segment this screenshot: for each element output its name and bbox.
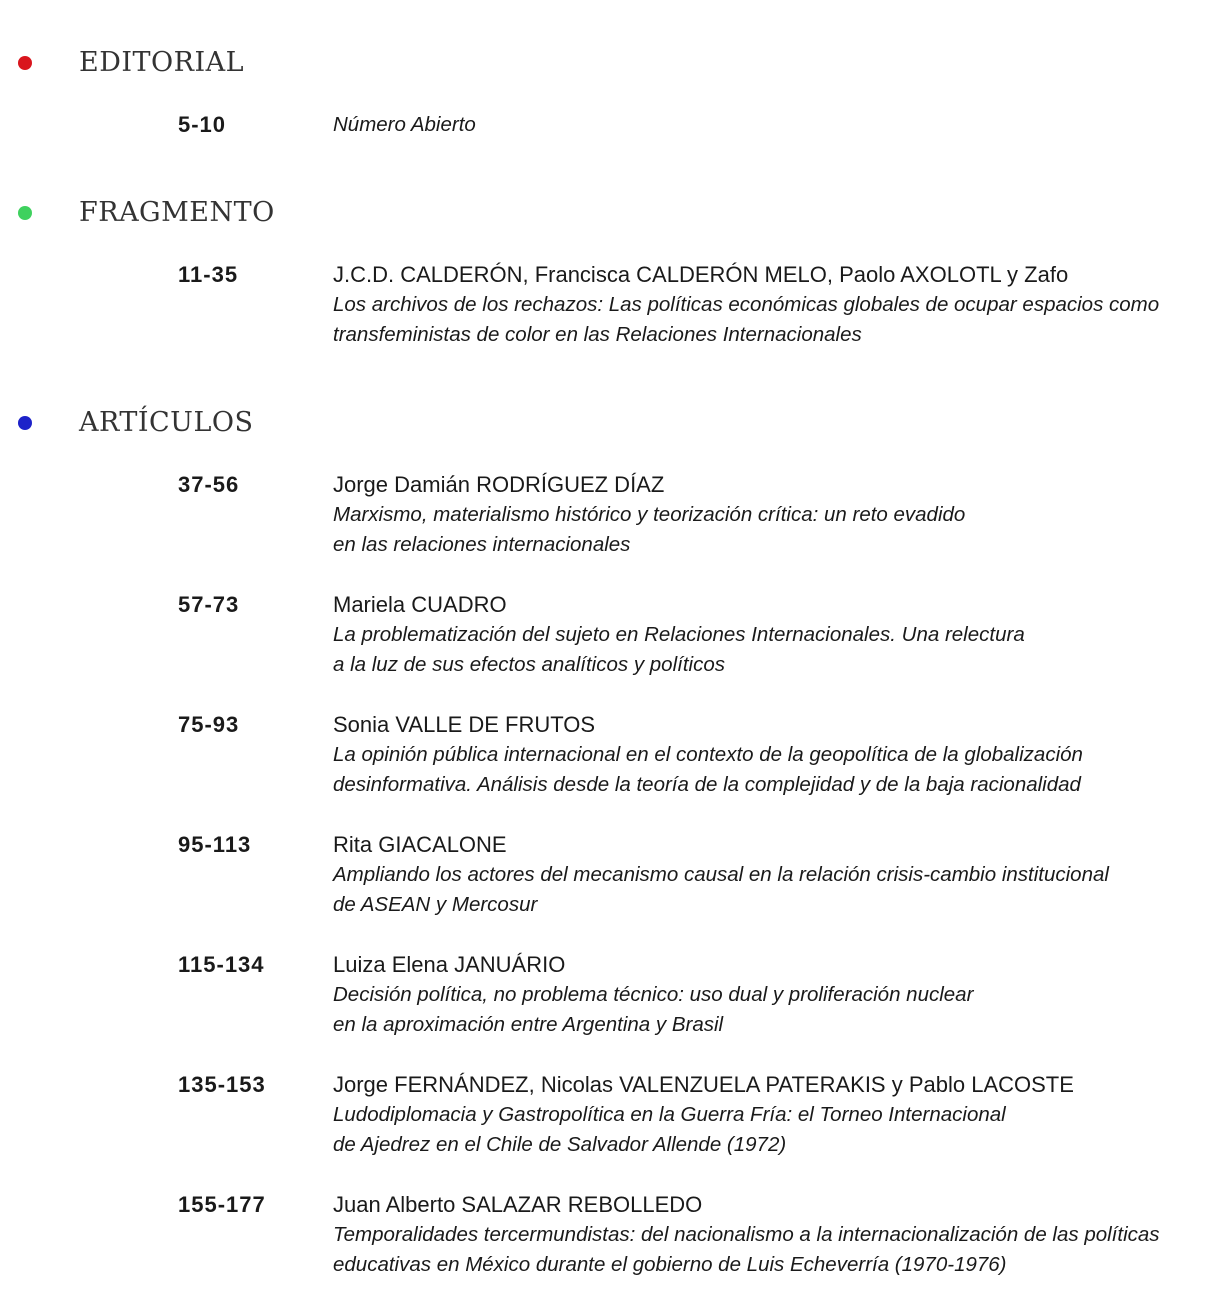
entry-title-line: transfeministas de color en las Relaciones Internacionales [333, 323, 862, 346]
entry-title-line: educativas en México durante el gobierno de Luis Echeverría (1970-1976) [333, 1253, 1007, 1276]
entry-pages: 75-93 [178, 712, 240, 737]
red-bullet-icon [18, 56, 32, 70]
entry-pages: 11-35 [178, 262, 239, 287]
entry-title-line: Marxismo, materialismo histórico y teorización crítica: un reto evadido [333, 503, 966, 526]
blue-bullet-icon [18, 416, 32, 430]
entry-text [333, 1070, 1193, 1160]
section-header [0, 44, 1211, 84]
green-bullet-icon [18, 206, 32, 220]
entry-authors: Jorge Damián RODRÍGUEZ DÍAZ [333, 472, 665, 497]
entry-authors: Rita GIACALONE [333, 832, 507, 857]
entry-title-line: Ampliando los actores del mecanismo causal en la relación crisis-cambio institucional [333, 863, 1109, 886]
section-header [0, 194, 1211, 234]
section-fragmento [0, 194, 1211, 234]
entry-title-line: en las relaciones internacionales [333, 533, 631, 556]
entry-text [333, 110, 1193, 140]
section-title: FRAGMENTO [79, 197, 275, 228]
entry-pages: 5-10 [178, 112, 227, 137]
section-header [0, 404, 1211, 444]
entry-title-line: Número Abierto [333, 113, 476, 136]
entry-authors: J.C.D. CALDERÓN, Francisca CALDERÓN MELO, Paolo AXOLOTL y Zafo [333, 262, 1069, 287]
entry-text [333, 260, 1193, 350]
entry-text [333, 1190, 1193, 1280]
entry-text [333, 830, 1193, 920]
entry-pages: 37-56 [178, 472, 240, 497]
entry-pages: 115-134 [178, 952, 265, 977]
entry-pages: 95-113 [178, 832, 252, 857]
section-editorial [0, 44, 1211, 84]
entry-text [333, 950, 1193, 1040]
entry-title-line: La problematización del sujeto en Relaciones Internacionales. Una relectura [333, 623, 1025, 646]
section-articulos [0, 404, 1211, 444]
entry-authors: Jorge FERNÁNDEZ, Nicolas VALENZUELA PATERAKIS y Pablo LACOSTE [333, 1072, 1074, 1097]
entry-text [333, 470, 1193, 560]
section-title: ARTÍCULOS [79, 407, 254, 438]
entry-authors: Sonia VALLE DE FRUTOS [333, 712, 596, 737]
entry-title-line: La opinión pública internacional en el contexto de la geopolítica de la globalización [333, 743, 1083, 766]
entry-title-line: Temporalidades tercermundistas: del nacionalismo a la internacionalización de las políticas [333, 1223, 1160, 1246]
entry-title-line: en la aproximación entre Argentina y Brasil [333, 1013, 724, 1036]
entry-title-line: de Ajedrez en el Chile de Salvador Allende (1972) [333, 1133, 787, 1156]
entry-title-line: Ludodiplomacia y Gastropolítica en la Guerra Fría: el Torneo Internacional [333, 1103, 1006, 1126]
entry-pages: 155-177 [178, 1192, 266, 1217]
entry-title-line: a la luz de sus efectos analíticos y políticos [333, 653, 725, 676]
entry-title-line: Decisión política, no problema técnico: uso dual y proliferación nuclear [333, 983, 974, 1006]
entry-authors: Luiza Elena JANUÁRIO [333, 952, 566, 977]
entry-pages: 57-73 [178, 592, 240, 617]
entry-authors: Mariela CUADRO [333, 592, 507, 617]
entry-title-line: desinformativa. Análisis desde la teoría de la complejidad y de la baja racionalidad [333, 773, 1081, 796]
section-title: EDITORIAL [79, 47, 245, 78]
entry-title-line: de ASEAN y Mercosur [333, 893, 538, 916]
entry-title-line: Los archivos de los rechazos: Las políticas económicas globales de ocupar espacios como [333, 293, 1160, 316]
entry-text [333, 710, 1193, 800]
entry-authors: Juan Alberto SALAZAR REBOLLEDO [333, 1192, 703, 1217]
entry-pages: 135-153 [178, 1072, 266, 1097]
entry-text [333, 590, 1193, 680]
